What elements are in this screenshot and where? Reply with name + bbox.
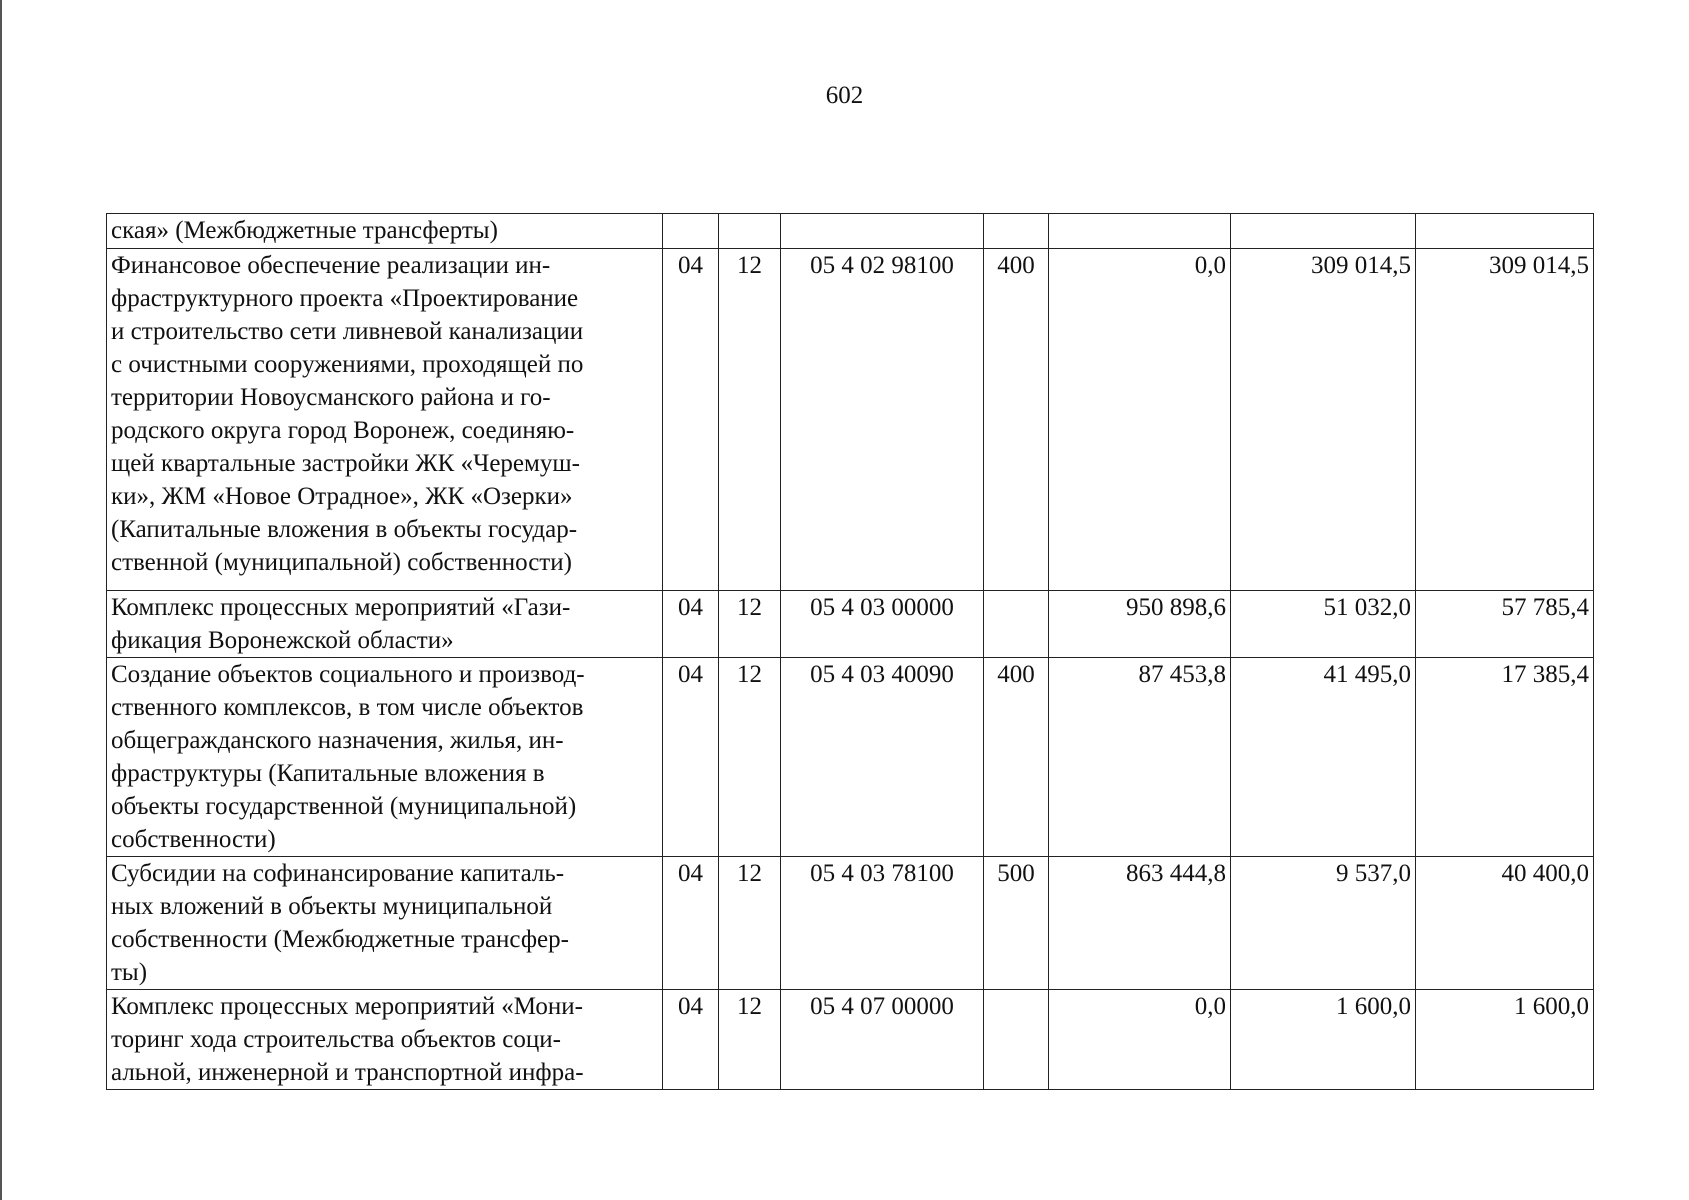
amount-2 bbox=[1231, 214, 1416, 249]
target-article-code: 05 4 03 78100 bbox=[781, 857, 984, 990]
amount-3: 309 014,5 bbox=[1416, 249, 1594, 591]
amount-3 bbox=[1416, 214, 1594, 249]
description-line: объекты государственной (муниципальной) bbox=[111, 793, 577, 820]
amount-2: 1 600,0 bbox=[1231, 990, 1416, 1090]
description-line: ственного комплексов, в том числе объектов bbox=[111, 694, 584, 721]
section-code bbox=[663, 214, 719, 249]
table-row bbox=[107, 249, 1594, 591]
description-line: фраструктуры (Капитальные вложения в bbox=[111, 760, 545, 787]
description-line: Создание объектов социального и производ- bbox=[111, 661, 585, 688]
expense-type-code bbox=[984, 990, 1049, 1090]
table-body bbox=[107, 214, 1594, 1090]
amount-1: 0,0 bbox=[1049, 249, 1231, 591]
description-line: ки», ЖМ «Новое Отрадное», ЖК «Озерки» bbox=[111, 483, 573, 510]
amount-1 bbox=[1049, 214, 1231, 249]
section-code: 04 bbox=[663, 990, 719, 1090]
target-article-code: 05 4 07 00000 bbox=[781, 990, 984, 1090]
expense-type-code: 400 bbox=[984, 658, 1049, 857]
description-line: родского округа город Воронеж, соединяю- bbox=[111, 417, 575, 444]
table-row bbox=[107, 214, 1594, 249]
description-line: фикация Воронежской области» bbox=[111, 627, 454, 654]
expense-type-code bbox=[984, 591, 1049, 658]
amount-1: 950 898,6 bbox=[1049, 591, 1231, 658]
description-line: ты) bbox=[111, 959, 148, 986]
section-code: 04 bbox=[663, 857, 719, 990]
target-article-code: 05 4 03 00000 bbox=[781, 591, 984, 658]
amount-2: 41 495,0 bbox=[1231, 658, 1416, 857]
row-description bbox=[107, 658, 663, 857]
section-code: 04 bbox=[663, 591, 719, 658]
description-line: с очистными сооружениями, проходящей по bbox=[111, 351, 584, 378]
amount-2: 51 032,0 bbox=[1231, 591, 1416, 658]
description-line: торинг хода строительства объектов соци- bbox=[111, 1026, 561, 1053]
description-line: Комплекс процессных мероприятий «Мони- bbox=[111, 993, 583, 1020]
row-description bbox=[107, 214, 663, 249]
subsection-code: 12 bbox=[719, 658, 781, 857]
row-description bbox=[107, 990, 663, 1090]
table-row bbox=[107, 990, 1594, 1090]
expense-type-code bbox=[984, 214, 1049, 249]
description-line: Комплекс процессных мероприятий «Гази- bbox=[111, 594, 571, 621]
subsection-code: 12 bbox=[719, 990, 781, 1090]
amount-3: 40 400,0 bbox=[1416, 857, 1594, 990]
amount-1: 0,0 bbox=[1049, 990, 1231, 1090]
amount-3: 57 785,4 bbox=[1416, 591, 1594, 658]
description-line: и строительство сети ливневой канализации bbox=[111, 318, 584, 345]
description-line: Финансовое обеспечение реализации ин- bbox=[111, 252, 551, 279]
subsection-code bbox=[719, 214, 781, 249]
description-line: (Капитальные вложения в объекты государ- bbox=[111, 516, 578, 543]
row-description bbox=[107, 857, 663, 990]
description-line: альной, инженерной и транспортной инфра- bbox=[111, 1059, 584, 1086]
scan-edge-line bbox=[0, 0, 2, 1200]
amount-1: 863 444,8 bbox=[1049, 857, 1231, 990]
page-number: 602 bbox=[825, 82, 864, 109]
amount-2: 9 537,0 bbox=[1231, 857, 1416, 990]
table-row bbox=[107, 658, 1594, 857]
section-code: 04 bbox=[663, 249, 719, 591]
expense-type-code: 400 bbox=[984, 249, 1049, 591]
description-line: ственной (муниципальной) собственности) bbox=[111, 549, 572, 576]
amount-2: 309 014,5 bbox=[1231, 249, 1416, 591]
row-description bbox=[107, 591, 663, 658]
table-row bbox=[107, 857, 1594, 990]
row-description bbox=[107, 249, 663, 591]
description-line: собственности (Межбюджетные трансфер- bbox=[111, 926, 569, 953]
description-line: Субсидии на софинансирование капиталь- bbox=[111, 860, 565, 887]
description-line: ных вложений в объекты муниципальной bbox=[111, 893, 553, 920]
subsection-code: 12 bbox=[719, 857, 781, 990]
description-line: щей квартальные застройки ЖК «Черемуш- bbox=[111, 450, 580, 477]
amount-3: 17 385,4 bbox=[1416, 658, 1594, 857]
description-line: общегражданского назначения, жилья, ин- bbox=[111, 727, 564, 754]
target-article-code: 05 4 02 98100 bbox=[781, 249, 984, 591]
description-line: территории Новоусманского района и го- bbox=[111, 384, 551, 411]
table-row bbox=[107, 591, 1594, 658]
subsection-code: 12 bbox=[719, 591, 781, 658]
description-line: фраструктурного проекта «Проектирование bbox=[111, 285, 579, 312]
amount-1: 87 453,8 bbox=[1049, 658, 1231, 857]
expense-type-code: 500 bbox=[984, 857, 1049, 990]
target-article-code bbox=[781, 214, 984, 249]
description-line: собственности) bbox=[111, 826, 276, 853]
amount-3: 1 600,0 bbox=[1416, 990, 1594, 1090]
description-line: ская» (Межбюджетные трансферты) bbox=[111, 217, 498, 244]
budget-table bbox=[106, 213, 1594, 1090]
subsection-code: 12 bbox=[719, 249, 781, 591]
target-article-code: 05 4 03 40090 bbox=[781, 658, 984, 857]
section-code: 04 bbox=[663, 658, 719, 857]
